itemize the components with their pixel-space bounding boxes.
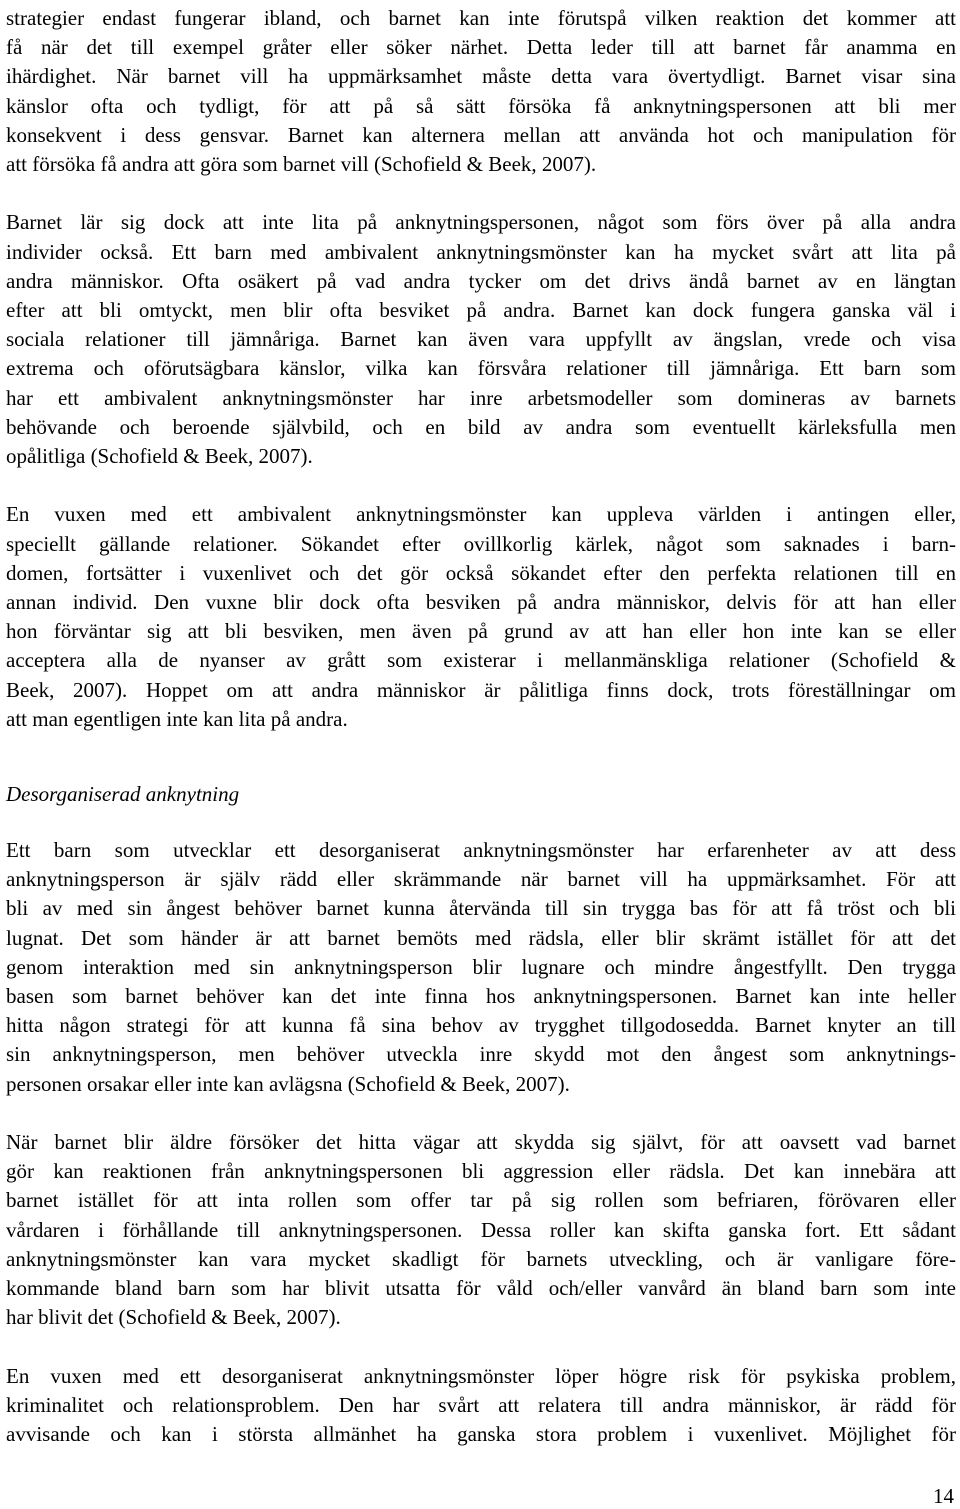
text-line: få när det till exempel gråter eller söker närhet. Detta leder till att barnet får anamma en <box>6 35 956 60</box>
text-line: kriminalitet och relationsproblem. Den har svårt att relatera till andra människor, är rädd för <box>6 1392 956 1417</box>
document-body-top <box>6 4 956 763</box>
text-line: Beek, 2007). Hoppet om att andra människor är pålitliga finns dock, trots föreställningar om <box>6 677 956 702</box>
paragraph <box>6 836 956 1099</box>
text-line: vårdaren i förhållande till anknytningspersonen. Dessa roller kan skifta ganska fort. Ett sådant <box>6 1217 956 1242</box>
page-number: 14 <box>933 1484 954 1508</box>
text-line: basen som barnet behöver kan det inte finna hos anknytningspersonen. Barnet kan inte heller <box>6 984 956 1009</box>
text-line: lugnat. Det som händer är att barnet bemöts med rädsla, eller blir skrämt istället för att det <box>6 925 956 950</box>
text-line: känslor ofta och tydligt, för att på så sätt försöka få anknytningspersonen att bli mer <box>6 93 956 118</box>
text-line: opålitliga (Schofield & Beek, 2007). <box>6 444 313 469</box>
paragraph <box>6 500 956 734</box>
text-line: En vuxen med ett ambivalent anknytningsmönster kan uppleva världen i antingen eller, <box>6 502 956 527</box>
text-line: efter att bli omtyckt, men blir ofta besviket på andra. Barnet kan dock fungera ganska väl i <box>6 298 956 323</box>
text-line: acceptera alla de nyanser av grått som existerar i mellanmänskliga relationer (Schofield & <box>6 648 956 673</box>
text-line: barnet istället för att inta rollen som offer tar på sig rollen som befriaren, förövaren eller <box>6 1188 956 1213</box>
text-line: konsekvent i dess gensvar. Barnet kan alternera mellan att använda hot och manipulation för <box>6 122 956 147</box>
text-line: sin anknytningsperson, men behöver utveckla inre skydd mot den ångest som anknytnings- <box>6 1042 956 1067</box>
paragraph <box>6 1128 956 1332</box>
text-line: anknytningsperson är själv rädd eller skrämmande när barnet vill ha uppmärksamhet. För att <box>6 867 956 892</box>
text-line: genom interaktion med sin anknytningsperson blir lugnare och mindre ångestfyllt. Den trygga <box>6 954 956 979</box>
text-line: strategier endast fungerar ibland, och barnet kan inte förutspå vilken reaktion det kommer att <box>6 6 956 30</box>
text-line: En vuxen med ett desorganiserat anknytningsmönster löper högre risk för psykiska problem, <box>6 1363 956 1388</box>
text-line: behövande och beroende självbild, och en bild av andra som eventuellt kärleksfulla men <box>6 414 956 439</box>
text-line: När barnet blir äldre försöker det hitta vägar att skydda sig självt, för att oavsett vad barnet <box>6 1130 956 1155</box>
text-line: domen, fortsätter i vuxenlivet och det gör också sökandet efter den perfekta relationen till en <box>6 560 956 585</box>
text-line: anknytningsmönster kan vara mycket skadligt för barnets utveckling, och är vanligare före- <box>6 1246 956 1271</box>
paragraph <box>6 4 956 179</box>
text-line: gör kan reaktionen från anknytningspersonen bli aggression eller rädsla. Det kan innebära att <box>6 1159 956 1184</box>
text-line: avvisande och kan i största allmänhet ha ganska stora problem i vuxenlivet. Möjlighet för <box>6 1422 956 1447</box>
paragraph <box>6 208 956 471</box>
text-line: har blivit det (Schofield & Beek, 2007). <box>6 1305 341 1330</box>
text-line: att man egentligen inte kan lita på andra. <box>6 706 348 731</box>
text-line: annan individ. Den vuxne blir dock ofta besviken på andra människor, delvis för att han eller <box>6 590 956 615</box>
text-line: bli av med sin ångest behöver barnet kunna återvända till sin trygga bas för att få tröst och bli <box>6 896 956 921</box>
text-line: extrema och oförutsägbara känslor, vilka kan försvåra relationer till jämnåriga. Ett barn som <box>6 356 956 381</box>
text-line: att försöka få andra att göra som barnet vill (Schofield & Beek, 2007). <box>6 152 597 177</box>
text-line: speciellt gällande relationer. Sökandet efter ovillkorlig kärlek, något som saknades i barn- <box>6 531 956 556</box>
text-line: Ett barn som utvecklar ett desorganiserat anknytningsmönster har erfarenheter av att dess <box>6 838 956 862</box>
text-line: kommande bland barn som har blivit utsatta för våld och/eller vanvård än bland barn som inte <box>6 1276 956 1301</box>
text-line: hon förväntar sig att bli besviken, men även på grund av att han eller hon inte kan se eller <box>6 619 956 644</box>
text-line: personen orsakar eller inte kan avlägsna (Schofield & Beek, 2007). <box>6 1071 570 1096</box>
document-body-bottom <box>6 836 956 1478</box>
text-line: individer också. Ett barn med ambivalent anknytningsmönster kan ha mycket svårt att lita på <box>6 239 956 264</box>
section-heading: Desorganiserad anknytning <box>6 782 240 806</box>
text-line: andra människor. Ofta osäkert på vad andra tycker om det drivs ändå barnet av en längtan <box>6 268 956 293</box>
paragraph <box>6 1362 956 1450</box>
text-line: sociala relationer till jämnåriga. Barnet kan även vara uppfyllt av ängslan, vrede och visa <box>6 327 956 352</box>
text-line: hitta någon strategi för att kunna få sina behov av trygghet tillgodosedda. Barnet knyter an till <box>6 1013 956 1038</box>
text-line: ihärdighet. När barnet vill ha uppmärksamhet måste detta vara övertydligt. Barnet visar sina <box>6 64 956 89</box>
text-line: har ett ambivalent anknytningsmönster har inre arbetsmodeller som domineras av barnets <box>6 385 956 410</box>
text-line: Barnet lär sig dock att inte lita på anknytningspersonen, något som förs över på alla andra <box>6 210 956 235</box>
